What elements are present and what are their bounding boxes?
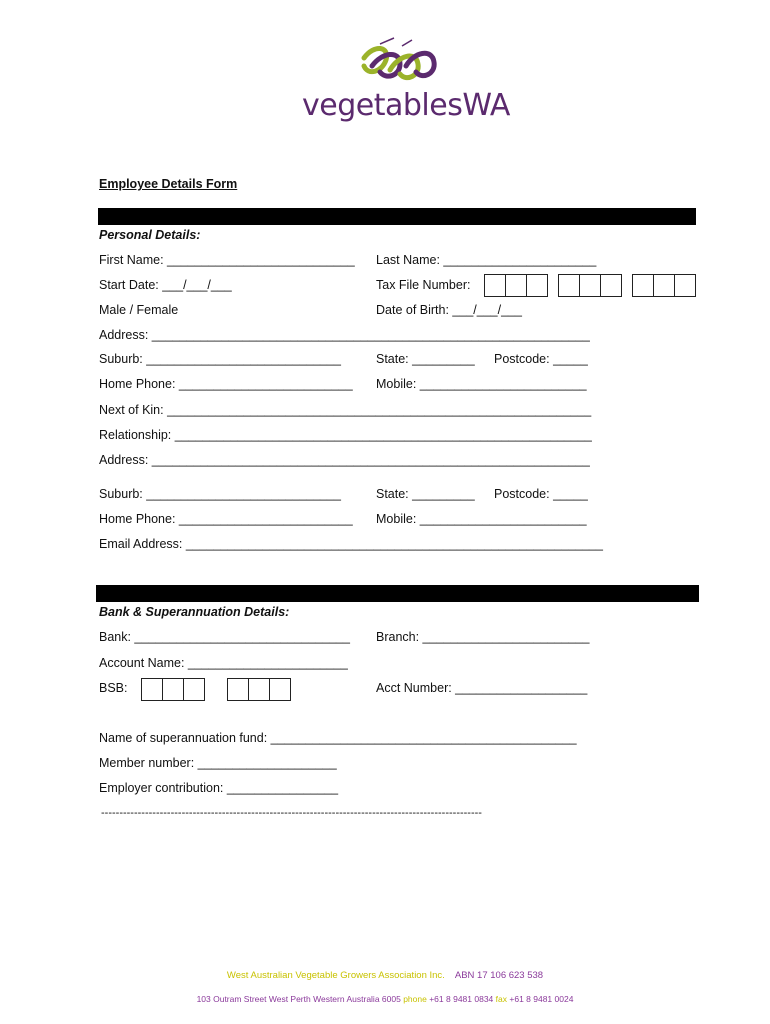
super-fund-field[interactable]: Name of superannuation fund: ____________________________________________ — [99, 731, 577, 745]
member-number-field[interactable]: Member number: ____________________ — [99, 756, 337, 770]
suburb-field[interactable]: Suburb: ____________________________ — [99, 352, 341, 366]
footer-org-name: West Australian Vegetable Growers Association Inc. — [226, 970, 445, 981]
employer-contribution-field[interactable]: Employer contribution: ________________ — [99, 781, 339, 795]
address-field[interactable]: Address: _______________________________________________________________ — [99, 328, 590, 342]
email-field[interactable]: Email Address: ____________________________________________________________ — [99, 537, 603, 551]
mobile-field[interactable]: Mobile: ________________________ — [376, 377, 587, 391]
home-phone-field[interactable]: Home Phone: _________________________ — [99, 377, 353, 391]
kin-address-field[interactable]: Address: _______________________________________________________________ — [99, 453, 590, 467]
relationship-field[interactable]: Relationship: ____________________________________________________________ — [99, 428, 592, 442]
start-date-field[interactable]: Start Date: ___/___/___ — [99, 278, 232, 292]
vegetables-leaf-icon — [302, 36, 494, 92]
kin-suburb-field[interactable]: Suburb: ____________________________ — [99, 487, 341, 501]
section-divider-bar — [98, 208, 696, 225]
logo-wordmark: vegetablesWA — [302, 88, 510, 123]
tax-file-boxes-3[interactable] — [632, 274, 696, 297]
bsb-label: BSB: — [99, 681, 128, 695]
kin-mobile-field[interactable]: Mobile: ________________________ — [376, 512, 587, 526]
footer-contact — [0, 991, 770, 1007]
logo — [302, 36, 510, 128]
state-field[interactable]: State: _________ — [376, 352, 475, 366]
tax-file-boxes-1[interactable] — [484, 274, 548, 297]
dashed-divider: -------------------------------------------------------------------------------------------------------- — [101, 807, 482, 819]
footer-fax: +61 8 9481 0024 — [509, 994, 574, 1004]
section-divider-bar — [96, 585, 699, 602]
tax-file-boxes-2[interactable] — [558, 274, 622, 297]
bsb-boxes-2[interactable] — [227, 678, 291, 701]
bank-details-heading: Bank & Superannuation Details: — [99, 605, 290, 619]
bank-field[interactable]: Bank: _______________________________ — [99, 630, 350, 644]
date-of-birth-field[interactable]: Date of Birth: ___/___/___ — [376, 303, 522, 317]
kin-home-phone-field[interactable]: Home Phone: _________________________ — [99, 512, 353, 526]
kin-postcode-field[interactable]: Postcode: _____ — [494, 487, 588, 501]
footer-phone-label: phone — [403, 994, 427, 1004]
footer-address: 103 Outram Street West Perth Western Australia 6005 — [196, 994, 401, 1004]
footer-organisation — [0, 968, 770, 984]
branch-field[interactable]: Branch: ________________________ — [376, 630, 590, 644]
next-of-kin-field[interactable]: Next of Kin: _____________________________________________________________ — [99, 403, 592, 417]
postcode-field[interactable]: Postcode: _____ — [494, 352, 588, 366]
kin-state-field[interactable]: State: _________ — [376, 487, 475, 501]
footer-fax-label: fax — [495, 994, 507, 1004]
form-title: Employee Details Form — [99, 177, 238, 191]
footer-abn: ABN 17 106 623 538 — [454, 970, 544, 981]
footer-phone: +61 8 9481 0834 — [429, 994, 494, 1004]
gender-field[interactable]: Male / Female — [99, 303, 179, 317]
bsb-boxes-1[interactable] — [141, 678, 205, 701]
acct-number-field[interactable]: Acct Number: ___________________ — [376, 681, 588, 695]
first-name-field[interactable]: First Name: ___________________________ — [99, 253, 355, 267]
personal-details-heading: Personal Details: — [99, 228, 201, 242]
tax-file-label: Tax File Number: — [376, 278, 471, 292]
account-name-field[interactable]: Account Name: _______________________ — [99, 656, 348, 670]
last-name-field[interactable]: Last Name: ______________________ — [376, 253, 597, 267]
